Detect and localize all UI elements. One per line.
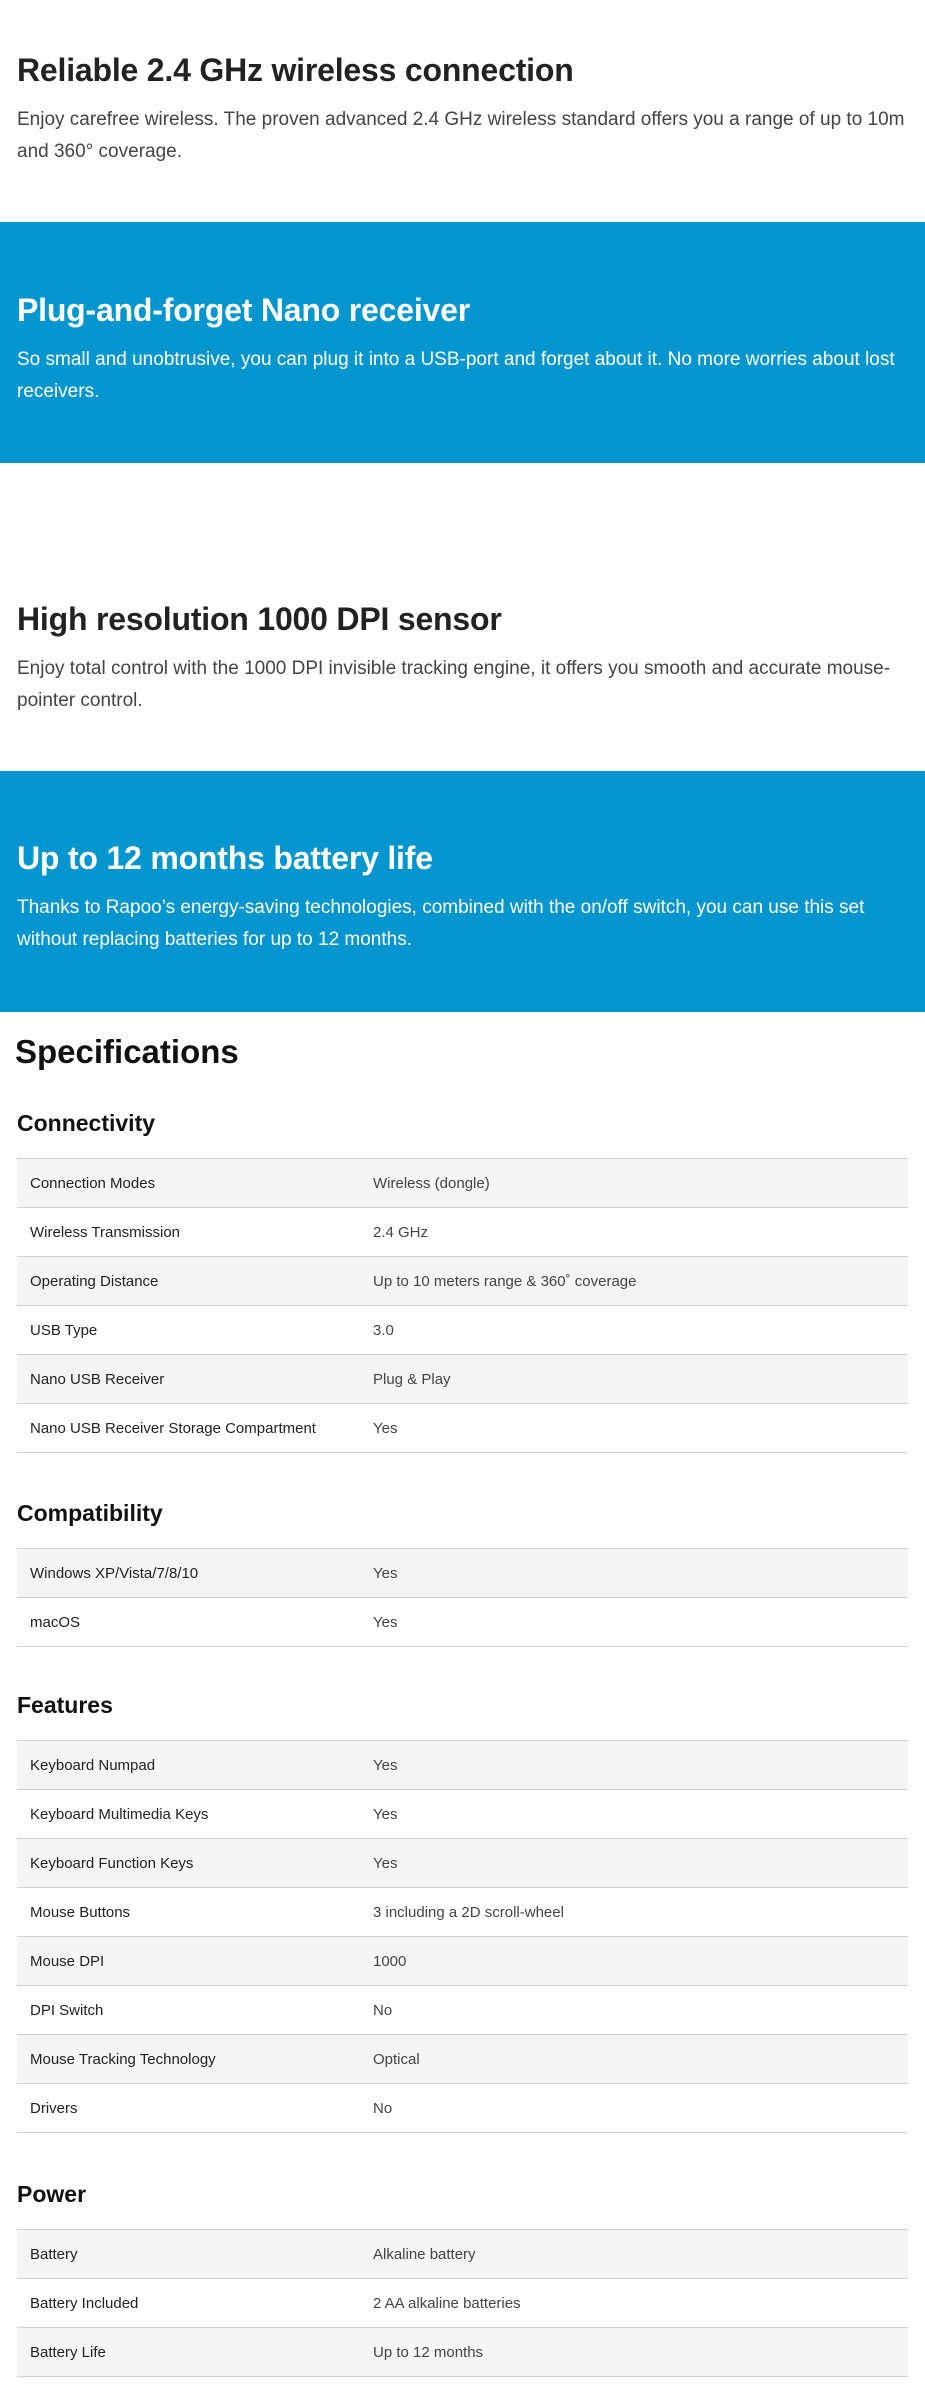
spec-row <box>17 2230 908 2279</box>
feature-title: Reliable 2.4 GHz wireless connection <box>17 52 574 88</box>
spec-row <box>17 1306 908 1355</box>
spec-table <box>17 1548 908 1647</box>
spec-group-title: Features <box>17 1692 113 1718</box>
spec-row <box>17 1549 908 1598</box>
spec-value: 1000 <box>373 1952 407 1970</box>
spec-row <box>17 1159 908 1208</box>
spec-table <box>17 2229 908 2377</box>
spec-row <box>17 1839 908 1888</box>
spec-row <box>17 1208 908 1257</box>
feature-text: So small and unobtrusive, you can plug it into a USB-port and forget about it. No more worries about lost receivers. <box>17 349 895 402</box>
spec-row <box>17 1355 908 1404</box>
spec-value: 3 including a 2D scroll-wheel <box>373 1903 564 1921</box>
spec-group-connectivity <box>17 1104 908 1453</box>
spec-value: 2 AA alkaline batteries <box>373 2294 521 2312</box>
spec-value: Up to 10 meters range & 360˚ coverage <box>373 1272 637 1290</box>
spec-table <box>17 1158 908 1453</box>
spec-row <box>17 2328 908 2377</box>
spec-table <box>17 1740 908 2133</box>
spec-row <box>17 2279 908 2328</box>
spec-group-features <box>17 1686 908 2133</box>
spec-key: Battery Life <box>30 2343 106 2361</box>
spec-value: Alkaline battery <box>373 2245 476 2263</box>
spec-key: Windows XP/Vista/7/8/10 <box>30 1564 199 1582</box>
feature-title: Up to 12 months battery life <box>17 840 433 876</box>
spec-group-power <box>17 2175 908 2377</box>
spec-value: No <box>373 2001 393 2019</box>
spec-row <box>17 1257 908 1306</box>
spec-value: Yes <box>373 1805 398 1823</box>
spec-value: Yes <box>373 1419 398 1437</box>
spec-key: Battery Included <box>30 2294 139 2312</box>
spec-row <box>17 1598 908 1647</box>
spec-row <box>17 1404 908 1453</box>
spec-key: Keyboard Multimedia Keys <box>30 1805 209 1823</box>
spec-key: Battery <box>30 2245 78 2263</box>
spec-value: 3.0 <box>373 1321 394 1339</box>
spec-row <box>17 1937 908 1986</box>
spec-key: Operating Distance <box>30 1272 159 1290</box>
spec-value: Optical <box>373 2050 420 2068</box>
spec-key: macOS <box>30 1613 81 1631</box>
spec-group-title: Compatibility <box>17 1500 163 1526</box>
feature-title: High resolution 1000 DPI sensor <box>17 601 502 637</box>
spec-key: Keyboard Function Keys <box>30 1854 194 1872</box>
spec-value: Yes <box>373 1564 398 1582</box>
spec-value: Up to 12 months <box>373 2343 484 2361</box>
feature-text: Enjoy carefree wireless. The proven advanced 2.4 GHz wireless standard offers you a range of up to 10m and 360° coverage. <box>17 109 905 162</box>
spec-row <box>17 1986 908 2035</box>
spec-group-compatibility <box>17 1494 908 1647</box>
spec-value: Plug & Play <box>373 1370 451 1388</box>
spec-value: Wireless (dongle) <box>373 1174 490 1192</box>
spec-key: DPI Switch <box>30 2001 104 2019</box>
specifications-title: Specifications <box>15 1033 239 1070</box>
feature-dpi-sensor <box>0 463 925 771</box>
feature-text: Enjoy total control with the 1000 DPI invisible tracking engine, it offers you smooth and accurate mouse-pointer control. <box>17 658 891 711</box>
spec-row <box>17 2084 908 2133</box>
spec-row <box>17 1741 908 1790</box>
feature-battery-life <box>0 771 925 1012</box>
spec-key: Wireless Transmission <box>30 1223 181 1241</box>
feature-nano-receiver <box>0 222 925 463</box>
spec-key: Drivers <box>30 2099 78 2117</box>
spec-key: Mouse Buttons <box>30 1903 131 1921</box>
feature-wireless <box>0 0 925 222</box>
spec-key: USB Type <box>30 1321 98 1339</box>
feature-title: Plug-and-forget Nano receiver <box>17 292 470 328</box>
feature-text: Thanks to Rapoo’s energy-saving technologies, combined with the on/off switch, you can use this set without replacing batteries for up to 12 months. <box>17 897 865 950</box>
spec-key: Connection Modes <box>30 1174 156 1192</box>
spec-key: Nano USB Receiver Storage Compartment <box>30 1419 316 1437</box>
spec-value: Yes <box>373 1756 398 1774</box>
spec-value: Yes <box>373 1854 398 1872</box>
spec-value: No <box>373 2099 393 2117</box>
spec-row <box>17 2035 908 2084</box>
spec-row <box>17 1790 908 1839</box>
spec-key: Mouse DPI <box>30 1952 105 1970</box>
spec-group-title: Power <box>17 2181 87 2207</box>
spec-key: Nano USB Receiver <box>30 1370 165 1388</box>
spec-row <box>17 1888 908 1937</box>
spec-key: Keyboard Numpad <box>30 1756 156 1774</box>
spec-value: 2.4 GHz <box>373 1223 429 1241</box>
spec-group-title: Connectivity <box>17 1110 156 1136</box>
spec-key: Mouse Tracking Technology <box>30 2050 216 2068</box>
spec-value: Yes <box>373 1613 398 1631</box>
